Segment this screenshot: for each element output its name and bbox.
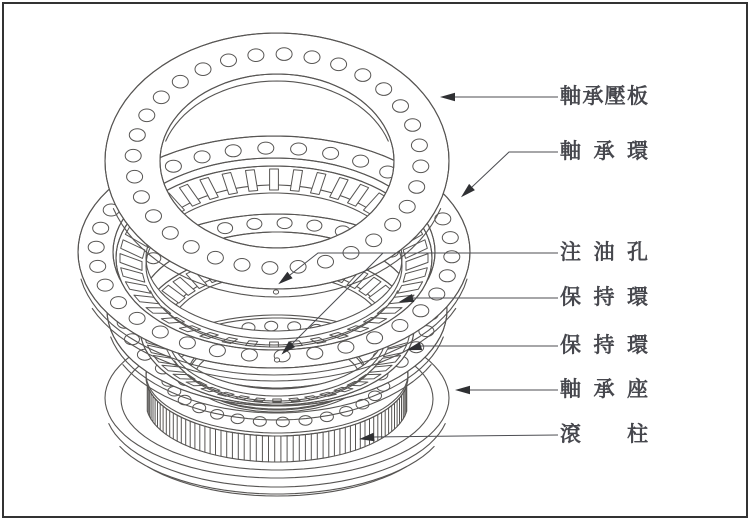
label-char: 環 bbox=[627, 140, 648, 163]
label-roller bbox=[560, 421, 648, 449]
label-char: 軸 bbox=[560, 378, 581, 401]
label-char: 柱 bbox=[627, 423, 648, 446]
label-char: 承 bbox=[593, 140, 615, 163]
label-char: 承 bbox=[593, 378, 615, 401]
label-char: 壓 bbox=[604, 85, 626, 108]
label-char: 軸 bbox=[560, 85, 581, 108]
label-char: 承 bbox=[582, 85, 604, 108]
label-char: 油 bbox=[593, 241, 615, 264]
label-char: 保 bbox=[560, 286, 581, 309]
label-bearing-seat bbox=[560, 376, 648, 404]
label-char: 持 bbox=[593, 286, 615, 309]
label-char: 孔 bbox=[627, 241, 648, 264]
label-oil-injection-hole bbox=[560, 239, 648, 267]
label-bearing-ring bbox=[560, 138, 648, 166]
leader-arrowhead bbox=[440, 93, 455, 101]
label-char: 持 bbox=[593, 334, 615, 357]
leader-arrowhead bbox=[455, 386, 470, 394]
label-char: 滾 bbox=[560, 423, 581, 446]
label-char: 注 bbox=[560, 241, 581, 264]
label-char: 環 bbox=[627, 334, 648, 357]
label-char: 保 bbox=[560, 334, 581, 357]
leader-line bbox=[472, 152, 558, 187]
label-retaining-ring-lower bbox=[560, 332, 648, 360]
label-char: 板 bbox=[626, 85, 648, 108]
label-char: 座 bbox=[627, 378, 648, 401]
label-char: 軸 bbox=[560, 140, 581, 163]
label-retaining-ring-upper bbox=[560, 284, 648, 312]
label-char: 環 bbox=[627, 286, 648, 309]
label-bearing-pressure-plate bbox=[560, 83, 648, 111]
